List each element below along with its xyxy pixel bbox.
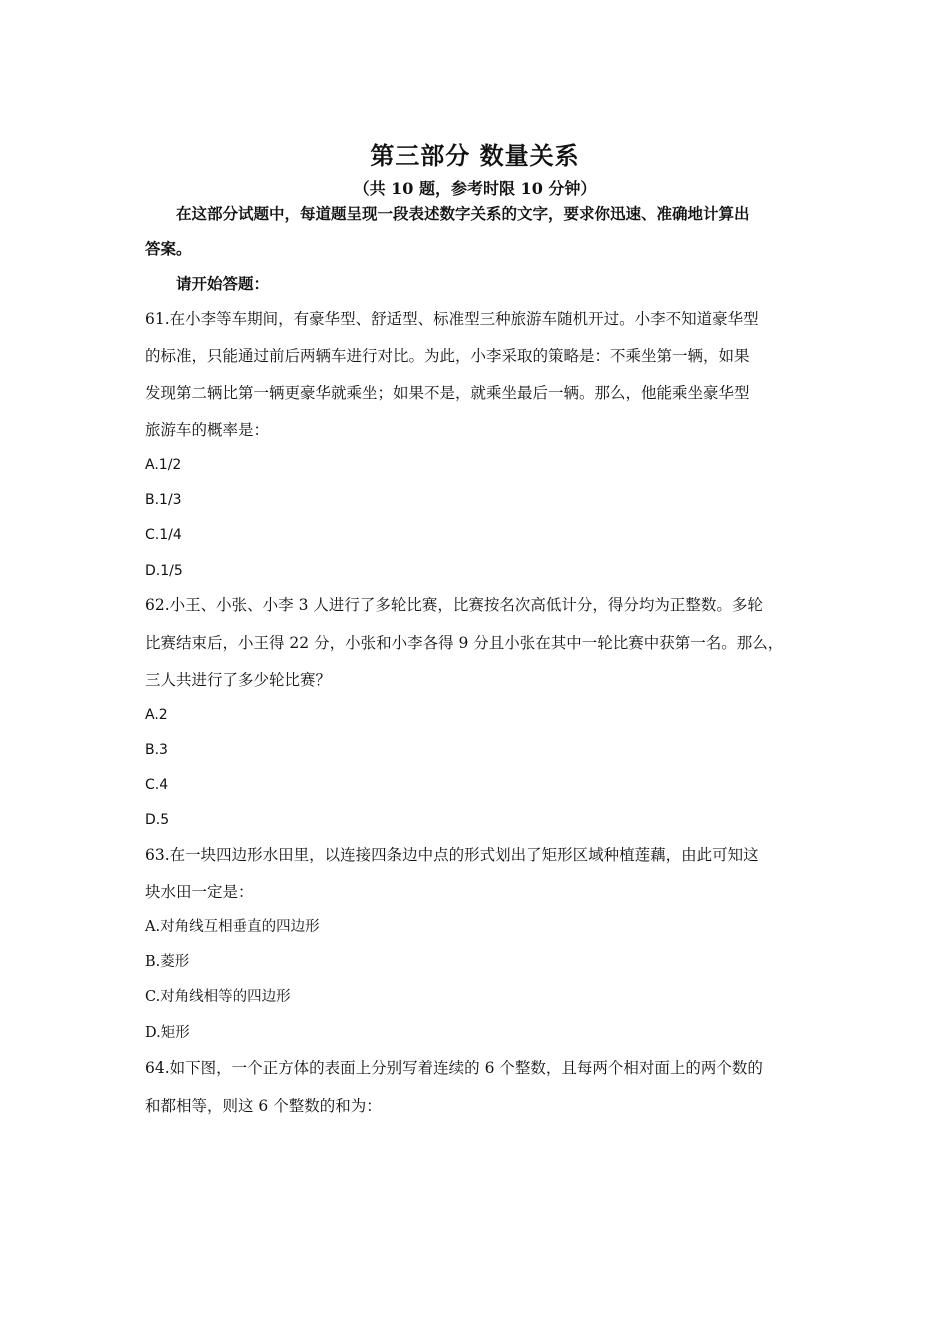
intro-line-2: 答案。 [145, 239, 192, 258]
q64-text-line-2: 和都相等，则这 6 个整数的和为： [145, 1097, 382, 1115]
q63-option-a: A.对角线互相垂直的四边形 [145, 919, 320, 935]
q61-text-line-3: 发现第二辆比第一辆更豪华就乘坐；如果不是，就乘坐最后一辆。那么，他能乘坐豪华型 [145, 384, 750, 402]
q62-text-line-3: 三人共进行了多少轮比赛？ [145, 671, 332, 689]
q63-option-b: B.菱形 [145, 954, 190, 970]
intro-line-1: 在这部分试题中，每道题呈现一段表述数字关系的文字，要求你迅速、准确地计算出 [176, 204, 750, 223]
q61-option-c: C.1/4 [145, 527, 182, 543]
q61-option-d: D.1/5 [145, 563, 183, 579]
q64-text-line-1: 64.如下图，一个正方体的表面上分别写着连续的 6 个整数，且每两个相对面上的两个数的 [145, 1059, 763, 1077]
q63-option-c: C.对角线相等的四边形 [145, 989, 291, 1005]
q62-option-d: D.5 [145, 812, 170, 828]
q62-option-b: B.3 [145, 742, 168, 758]
q61-option-b: B.1/3 [145, 492, 182, 508]
section-subtitle: （共 10 题，参考时限 10 分钟） [353, 179, 597, 198]
q63-option-d: D.矩形 [145, 1025, 190, 1041]
q63-text-line-2: 块水田一定是： [145, 883, 254, 901]
q62-text-line-2: 比赛结束后，小王得 22 分，小张和小李各得 9 分且小张在其中一轮比赛中获第一名。那么， [145, 634, 784, 652]
q61-text-line-1: 61.在小李等车期间，有豪华型、舒适型、标准型三种旅游车随机开过。小李不知道豪华型 [145, 310, 759, 328]
q61-text-line-2: 的标准，只能通过前后两辆车进行对比。为此，小李采取的策略是：不乘坐第一辆，如果 [145, 347, 750, 365]
q62-option-a: A.2 [145, 707, 168, 723]
start-instruction: 请开始答题： [176, 274, 270, 293]
q63-text-line-1: 63.在一块四边形水田里，以连接四条边中点的形式划出了矩形区域种植莲藕，由此可知这 [145, 846, 759, 864]
q61-text-line-4: 旅游车的概率是： [145, 421, 270, 439]
q61-option-a: A.1/2 [145, 457, 182, 473]
section-title: 第三部分 数量关系 [370, 141, 580, 170]
q62-option-c: C.4 [145, 777, 169, 793]
q62-text-line-1: 62.小王、小张、小李 3 人进行了多轮比赛，比赛按名次高低计分，得分均为正整数。多轮 [145, 596, 763, 614]
